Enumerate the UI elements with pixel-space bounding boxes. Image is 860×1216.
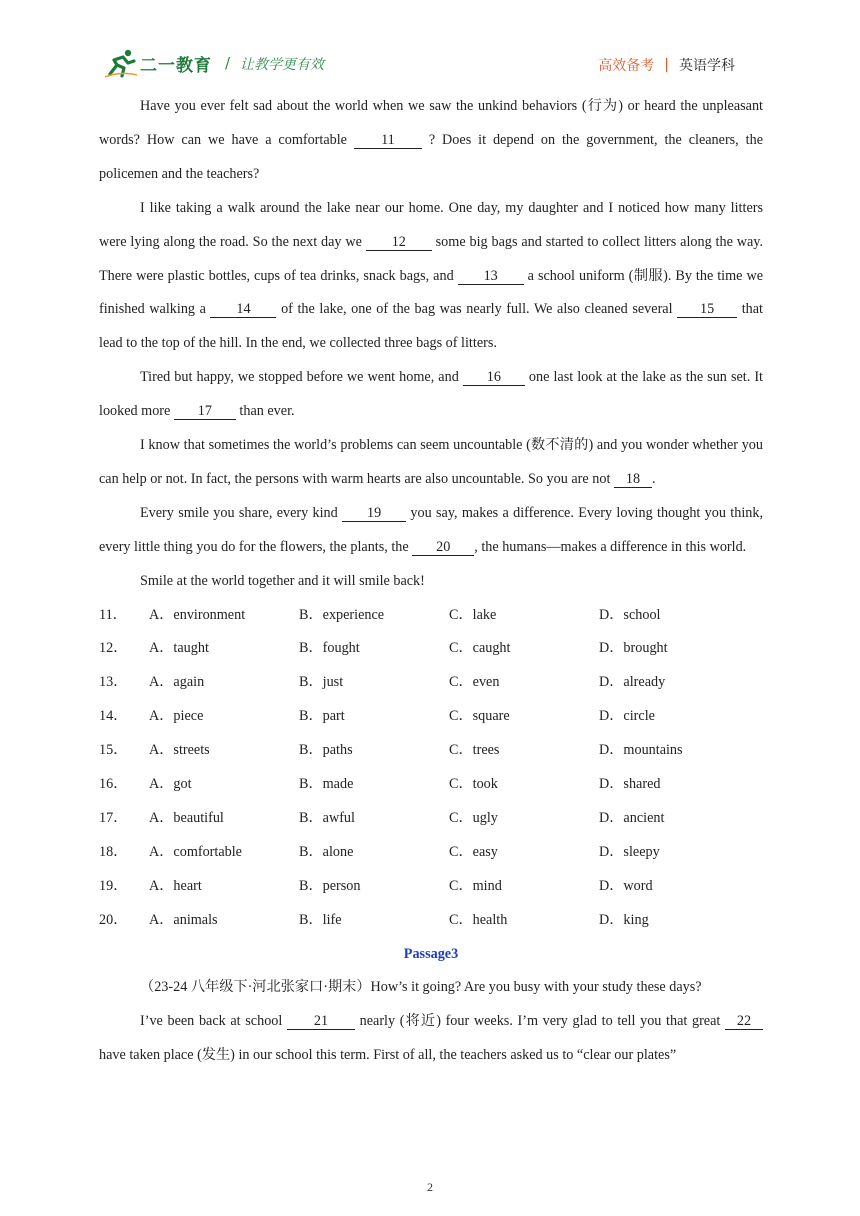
option-b: B．life	[299, 911, 342, 928]
option-c: C．even	[449, 674, 500, 691]
question-number: 12．	[99, 640, 128, 657]
text: Every smile you share, every kind	[140, 504, 343, 521]
blank-16: 16	[463, 370, 525, 386]
option-c: C．trees	[449, 742, 500, 759]
blank-22: 22	[725, 1014, 763, 1030]
option-c: C．lake	[449, 606, 497, 623]
text: ? Does it depend on the government, the cleaners, the policemen and the teachers?	[99, 131, 763, 182]
question-row	[99, 802, 763, 836]
question-row	[99, 734, 763, 768]
option-b: B．just	[299, 674, 344, 691]
question-number: 15．	[99, 742, 128, 759]
question-row	[99, 666, 763, 700]
header-divider: /	[225, 54, 231, 72]
text: .	[651, 470, 656, 487]
option-d: D．mountains	[599, 742, 683, 759]
option-d: D．sleepy	[599, 843, 660, 860]
option-c: C．caught	[449, 640, 511, 657]
passage-title: Passage3	[403, 945, 459, 962]
question-row	[99, 632, 763, 666]
option-a: A．got	[149, 776, 192, 793]
question-number: 19．	[99, 877, 128, 894]
option-c: C．easy	[449, 843, 498, 860]
option-d: D．brought	[599, 640, 668, 657]
header-right	[598, 55, 735, 75]
option-c: C．mind	[449, 877, 502, 894]
text: you say, makes a difference. Every loving thought you think, every little thing you do for the flowers, the plants, the	[99, 504, 764, 555]
option-b: B．person	[299, 877, 361, 894]
text: a school uniform (制服). By the time we finished walking a	[99, 267, 763, 318]
text: , the humans—makes a difference in this world.	[474, 538, 747, 555]
question-row	[99, 836, 763, 870]
text: of the lake, one of the bag was nearly full. We also cleaned several	[276, 301, 678, 318]
blank-21: 21	[287, 1014, 355, 1030]
paragraph	[99, 497, 763, 565]
paragraph	[99, 1005, 763, 1073]
question-row	[99, 904, 763, 938]
text: some big bags and started to collect litters along the way. There were plastic bottles, cups of tea drinks, snack bags, and	[99, 233, 764, 284]
option-a: A．beautiful	[149, 809, 224, 826]
option-d: D．word	[599, 877, 653, 894]
text: one last look at the lake as the sun set. It looked more	[99, 369, 763, 420]
option-b: B．alone	[299, 843, 354, 860]
blank-19: 19	[342, 506, 406, 522]
option-c: C．took	[449, 776, 498, 793]
exam-label: 高效备考	[598, 58, 655, 74]
option-c: C．health	[449, 911, 508, 928]
option-d: D．ancient	[599, 809, 665, 826]
text: nearly (将近) four weeks. I’m very glad to tell you that great	[354, 1013, 725, 1030]
paragraph	[99, 192, 763, 362]
logo-text: 二一教育	[140, 55, 212, 76]
question-row	[99, 870, 763, 904]
blank-18: 18	[614, 472, 652, 488]
document-body	[99, 90, 763, 1073]
option-a: A．again	[149, 674, 205, 691]
question-list	[99, 599, 763, 938]
subject-label: 英语学科	[679, 58, 735, 74]
text: I know that sometimes the world’s problems can seem uncountable (数不清的) and you wonder whether you can help or not. In fact, the persons with warm hearts are also uncountable. So you are not	[99, 437, 763, 487]
option-b: B．made	[299, 776, 354, 793]
text: I’ve been back at school	[140, 1013, 287, 1030]
option-d: D．already	[599, 674, 666, 691]
option-c: C．square	[449, 708, 510, 725]
option-a: A．comfortable	[149, 843, 242, 860]
option-a: A．environment	[149, 606, 246, 623]
option-b: B．fought	[299, 640, 360, 657]
text: that lead to the top of the hill. In the end, we collected three bags of litters.	[99, 301, 764, 352]
blank-17: 17	[174, 404, 236, 420]
option-a: A．animals	[149, 911, 218, 928]
option-c: C．ugly	[449, 809, 498, 826]
text: than ever.	[235, 403, 295, 420]
question-number: 13．	[99, 674, 128, 691]
paragraph: Smile at the world together and it will smile back!	[140, 572, 425, 589]
blank-11: 11	[354, 133, 422, 149]
blank-14: 14	[210, 302, 276, 318]
option-d: D．shared	[599, 776, 661, 793]
option-d: D．school	[599, 606, 661, 623]
question-number: 17．	[99, 809, 128, 826]
question-number: 14．	[99, 708, 128, 725]
logo	[104, 48, 212, 78]
option-a: A．piece	[149, 708, 204, 725]
option-b: B．awful	[299, 809, 355, 826]
paragraph: （23-24 八年级下·河北张家口·期末）How’s it going? Are you busy with your study these days?	[140, 979, 702, 996]
option-a: A．heart	[149, 877, 202, 894]
question-number: 16．	[99, 776, 128, 793]
text: have taken place (发生) in our school this term. First of all, the teachers asked us to “clear our plates”	[99, 1047, 677, 1064]
header-slogan: 让教学更有效	[240, 57, 324, 73]
option-b: B．paths	[299, 742, 353, 759]
page-header	[0, 0, 860, 92]
text: I like taking a walk around the lake near our home. One day, my daughter and I noticed how many litters were lying along the road. So the next day we	[99, 199, 763, 250]
option-d: D．circle	[599, 708, 655, 725]
text: Tired but happy, we stopped before we went home, and	[140, 369, 463, 386]
question-number: 20．	[99, 911, 128, 928]
option-d: D．king	[599, 911, 649, 928]
blank-20: 20	[412, 540, 474, 556]
page-number: 2	[427, 1180, 433, 1194]
blank-12: 12	[366, 235, 432, 251]
option-a: A．taught	[149, 640, 209, 657]
question-row	[99, 599, 763, 633]
paragraph	[99, 429, 763, 497]
question-number: 11．	[99, 606, 127, 623]
running-man-logo-icon	[104, 48, 138, 78]
paragraph	[99, 90, 763, 192]
paragraph	[99, 361, 763, 429]
text: Have you ever felt sad about the world when we saw the unkind behaviors (行为) or heard the unpleasant words? How can we have a comfortable	[99, 98, 763, 148]
question-row	[99, 700, 763, 734]
blank-13: 13	[458, 269, 524, 285]
header-separator: |	[664, 57, 669, 73]
option-a: A．streets	[149, 742, 210, 759]
question-number: 18．	[99, 843, 128, 860]
option-b: B．experience	[299, 606, 385, 623]
question-row	[99, 768, 763, 802]
option-b: B．part	[299, 708, 345, 725]
blank-15: 15	[677, 302, 737, 318]
